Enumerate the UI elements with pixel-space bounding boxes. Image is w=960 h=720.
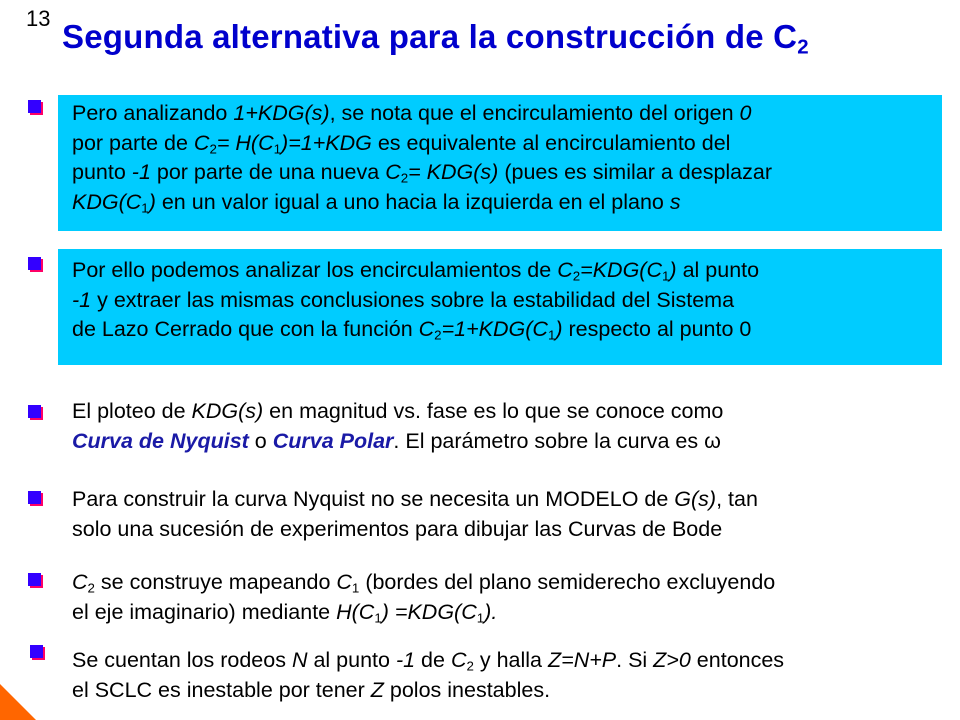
paragraph-3-line-1: El ploteo de KDG(s) en magnitud vs. fase es lo que se conoce como	[72, 399, 724, 423]
paragraph-2	[72, 256, 759, 345]
bullet-3	[28, 405, 41, 418]
paragraph-4-line-2: solo una sucesión de experimentos para dibujar las Curvas de Bode	[72, 516, 723, 541]
paragraph-4-line-1: Para construir la curva Nyquist no se necesita un MODELO de G(s), tan	[72, 487, 758, 511]
paragraph-1-line-1: Pero analizando 1+KDG(s), se nota que el encirculamiento del origen 0	[72, 101, 752, 125]
paragraph-3	[72, 397, 723, 456]
paragraph-6	[72, 646, 784, 705]
paragraph-5-line-1: $C_2$ se construye mapeando $C_1$ (bordes del plano semiderecho excluyendo	[72, 570, 776, 596]
bullet-4	[28, 491, 41, 504]
paragraph-4	[72, 485, 758, 544]
bullet-1	[28, 100, 41, 113]
paragraph-6-line-1: Se cuentan los rodeos N al punto -1 de $C_2$ y halla Z=N+P. Si Z>0 entonces	[72, 648, 785, 674]
paragraph-6-line-2: el SCLC es inestable por tener Z polos inestables.	[72, 677, 551, 702]
bullet-6	[30, 645, 43, 658]
paragraph-1-line-3: punto -1 por parte de una nueva $C_2= KDG(s)$ (pues es similar a desplazar	[72, 160, 773, 186]
paragraph-2-line-3: de Lazo Cerrado que con la función $C_2=1+KDG(C_1)$ respecto al punto 0	[72, 317, 752, 343]
omega-symbol: ω	[704, 428, 721, 453]
slide-title: Segunda alternativa para la construcción de $C_2$	[62, 18, 809, 59]
paragraph-2-line-1: Por ello podemos analizar los encirculamientos de $C_2=KDG(C_1)$ al punto	[72, 258, 760, 284]
paragraph-1-line-4: $KDG(C_1)$ en un valor igual a uno hacia la izquierda en el plano s	[72, 189, 681, 216]
bullet-5	[28, 573, 41, 586]
paragraph-1	[72, 99, 772, 217]
paragraph-1-line-2: por parte de $C_2= H(C_1)=1+KDG$ es equivalente al encirculamiento del	[72, 130, 731, 157]
paragraph-2-line-2: -1 y extraer las mismas conclusiones sobre la estabilidad del Sistema	[72, 287, 735, 312]
bullet-2	[28, 257, 41, 270]
slide-number: 13	[26, 6, 51, 31]
paragraph-5	[72, 568, 775, 627]
paragraph-3-line-2: Curva de Nyquist o Curva Polar. El parámetro sobre la curva es ω	[72, 428, 721, 453]
paragraph-5-line-2: el eje imaginario) mediante $H(C_1) =KDG(C_1)$.	[72, 599, 498, 626]
corner-accent	[0, 684, 36, 720]
